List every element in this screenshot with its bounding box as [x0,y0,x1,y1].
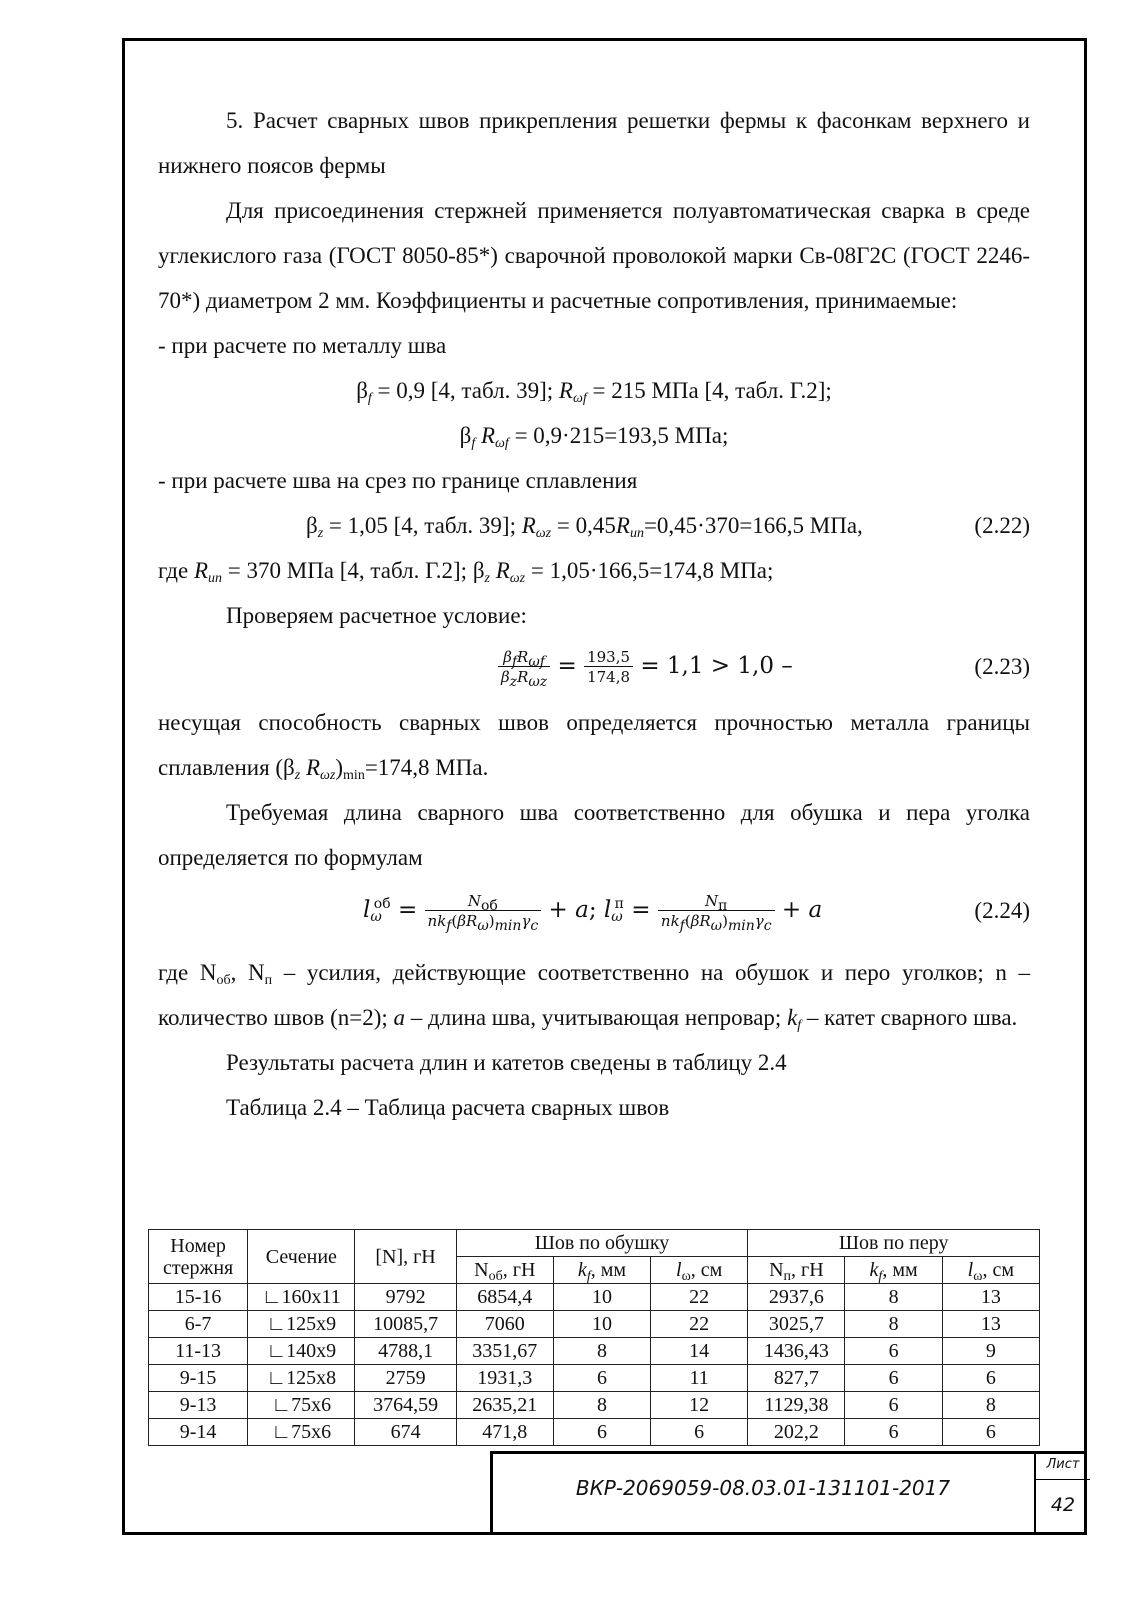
equation-number: (2.23) [974,654,1030,679]
subheader-cell: $N_{об}$, гН [456,1257,553,1284]
title-block-stamp [490,1451,1087,1535]
table-cell: ∟140x9 [248,1338,355,1365]
table-cell: 8 [553,1338,650,1365]
paragraph-definitions: где $N_{об}$, $N_п$ – усилия, действующие соответственно на обушок и перо уголков; n – количество швов (n=2); a – длина шва, учитывающая непровар; $k_f$ – катет сварного шва. [158,960,1030,1033]
table-cell: 10085,7 [355,1311,456,1338]
header-butt-weld: Шов по обушку [456,1230,748,1257]
header-rod-number: Номер стержня [149,1230,248,1284]
table-cell: 13 [942,1311,1039,1338]
table-cell: 8 [845,1311,942,1338]
table-cell: 22 [651,1311,748,1338]
weld-table [148,1229,1040,1446]
table-cell: 8 [942,1392,1039,1419]
table-row [149,1311,1040,1338]
table-cell: ∟75x6 [248,1392,355,1419]
equation-run: где $R_{un} = 370$ МПа [4, табл. Г.2]; $\beta_z$ $R_{\omega z} = 1,05\cdot 166,5=174,8$ МПа; [158,558,774,586]
paragraph-results: Результаты расчета длин и катетов сведены в таблицу 2.4 [226,1050,787,1075]
equation-number: (2.22) [974,513,1030,538]
table-cell: 9792 [355,1284,456,1311]
table-cell: 9-13 [149,1392,248,1419]
table-cell: 3025,7 [748,1311,845,1338]
subheader-cell: $l_\omega$, см [942,1257,1039,1284]
subheader-cell: $l_\omega$, см [651,1257,748,1284]
equation-2-23: $\frac{\beta_fR_{\omega f}}{\beta_zR_{\omega z}}$ = $\frac{193,5}{174,8}$ = 1,1 > 1,0 – (2.23) [158,638,1030,700]
subheader-cell: $N_п$, гН [748,1257,845,1284]
equation-2-22: $\beta_z = 1,05$ [4, табл. 39]; $R_{\omega z} = 0,45R_{un}=0,45\cdot 370=166,5$ МПа, (2.22) [158,503,1030,548]
table-cell: ∟125x9 [248,1311,355,1338]
table-cell: 8 [845,1284,942,1311]
section-heading: 5. Расчет сварных швов прикрепления решетки фермы к фасонкам верхнего и нижнего поясов фермы [158,108,1030,178]
table-header-row [149,1230,1040,1257]
paragraph-length: Требуемая длина сварного шва соответственно для обушка и пера уголка определяется по формулам [158,800,1030,870]
paragraph-capacity: несущая способность сварных швов определяется прочностью металла границы сплавления ($\beta_z$ $R_{\omega z})_{min}=174,8$ МПа. [158,710,1030,783]
table-cell: 6 [942,1419,1039,1446]
table-cell: 10 [553,1311,650,1338]
table-cell: 11 [651,1365,748,1392]
table-row [149,1365,1040,1392]
table-cell: 9 [942,1338,1039,1365]
table-cell: 6 [845,1338,942,1365]
equation-beta-f-rwf: $\beta_f$ $R_{\omega f} = 0,9\cdot 215=193,5$ МПа; [459,423,729,451]
table-row [149,1338,1040,1365]
table-cell: 4788,1 [355,1338,456,1365]
table-cell: 1436,43 [748,1338,845,1365]
check-label: Проверяем расчетное условие: [226,603,527,628]
table-cell: 471,8 [456,1419,553,1446]
sheet-label: Лист [1036,1451,1090,1480]
header-section: Сечение [248,1230,355,1284]
list-item-fusion: - при расчете шва на срез по границе сплавления [158,468,638,493]
table-cell: ∟125x8 [248,1365,355,1392]
sheet-box [1034,1451,1090,1535]
table-cell: 6 [553,1419,650,1446]
table-cell: 3351,67 [456,1338,553,1365]
table-cell: 6 [651,1419,748,1446]
equation-beta-f: $\beta_f = 0,9$ [4, табл. 39]; $R_{\omega f} = 215$ МПа [4, табл. Г.2]; [356,378,832,406]
subheader-cell: $k_f$, мм [845,1257,942,1284]
table-cell: 1931,3 [456,1365,553,1392]
paragraph-welding-method: Для присоединения стержней применяется полуавтоматическая сварка в среде углекислого газа (ГОСТ 8050-85*) сварочной проволокой марки Св-08Г2С (ГОСТ 2246-70*) диаметром 2 мм. Коэффициенты и расчетные сопротивления, принимаемые: [158,198,1030,313]
document-code: ВКР-2069059-08.03.01-131101-2017 [575,1476,951,1500]
subheader-cell: $k_f$, мм [553,1257,650,1284]
table-row [149,1392,1040,1419]
table-caption: Таблица 2.4 – Таблица расчета сварных швов [226,1095,670,1120]
table-cell: ∟75x6 [248,1419,355,1446]
table-cell: 2759 [355,1365,456,1392]
table-cell: 6-7 [149,1311,248,1338]
table-cell: 3764,59 [355,1392,456,1419]
table-cell: 22 [651,1284,748,1311]
table-cell: 6 [553,1365,650,1392]
table-cell: 9-15 [149,1365,248,1392]
table-cell: 1129,38 [748,1392,845,1419]
table-cell: ∟160x11 [248,1284,355,1311]
equation-2-24: $l_\omega^{об}$ = $\frac{N_{об}}{nk_f(\beta R_\omega)_{min}\gamma_c}$ + a; $l_\omega^п$ = $\frac{N_п}{nk_f(\beta R_\omega)_{min}\gamma_c}$ + a (2.24) [158,880,1030,950]
table-cell: 10 [553,1284,650,1311]
table-cell: 6 [845,1392,942,1419]
header-force: [N], гН [355,1230,456,1284]
table-cell: 7060 [456,1311,553,1338]
table-row [149,1419,1040,1446]
table-cell: 827,7 [748,1365,845,1392]
table-cell: 9-14 [149,1419,248,1446]
table-cell: 2635,21 [456,1392,553,1419]
table-cell: 12 [651,1392,748,1419]
table-cell: 6 [942,1365,1039,1392]
table-row [149,1284,1040,1311]
table-cell: 6854,4 [456,1284,553,1311]
sheet-number: 42 [1050,1494,1076,1516]
table-cell: 674 [355,1419,456,1446]
equation-number: (2.24) [974,898,1030,923]
list-item-metal: - при расчете по металлу шва [158,333,447,358]
table-cell: 11-13 [149,1338,248,1365]
table-cell: 8 [553,1392,650,1419]
table-cell: 14 [651,1338,748,1365]
header-feather-weld: Шов по перу [748,1230,1040,1257]
table-cell: 2937,6 [748,1284,845,1311]
document-body [158,98,1030,1130]
table-cell: 6 [845,1365,942,1392]
table-cell: 6 [845,1419,942,1446]
table-cell: 13 [942,1284,1039,1311]
table-cell: 15-16 [149,1284,248,1311]
table-cell: 202,2 [748,1419,845,1446]
